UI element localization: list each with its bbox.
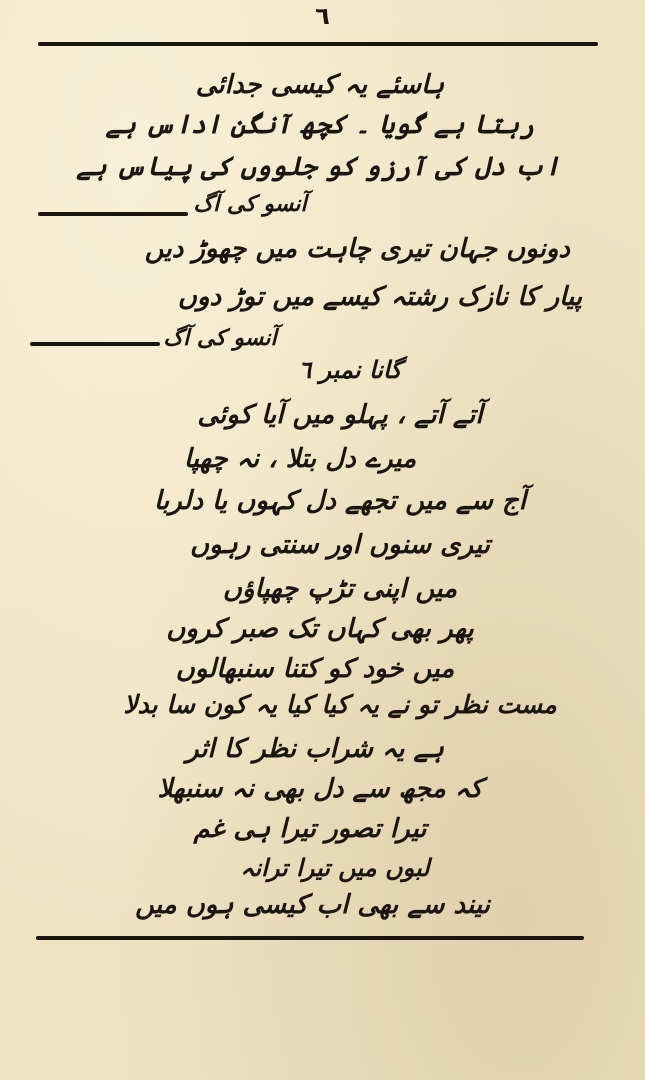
verse-line: لبوں میں تیرا ترانہ (240, 854, 430, 882)
verse-line: پیار کا نازک رشتہ کیسے میں توڑ دوں (177, 282, 583, 312)
verse-line: پھر بھی کہاں تک صبر کروں (166, 614, 474, 644)
verse-line: تیرا تصور تیرا ہی غم (193, 814, 427, 844)
top-divider (38, 42, 598, 46)
verse-line: میں اپنی تڑپ چھپاؤں (222, 574, 458, 604)
verse-line: ہے یہ شراب نظر کا اثر (185, 734, 445, 764)
verse-line: نیند سے بھی اب کیسی ہوں میں (135, 890, 490, 920)
page-number: ٦ (315, 2, 330, 30)
song-heading: گانا نمبر ٦ (298, 356, 402, 384)
verse-line: میں خود کو کتنا سنبھالوں (175, 654, 455, 684)
verse-line: آتے آتے ، پہلو میں آیا کوئی (197, 400, 483, 430)
verse-line: کہ مجھ سے دل بھی نہ سنبھلا (157, 774, 483, 804)
verse-line: رہتا ہے گویا ۔ کچھ آنگن اداس ہے (105, 110, 535, 140)
section-divider (38, 212, 188, 216)
verse-line: دونوں جہان تیری چاہت میں چھوڑ دیں (144, 234, 570, 264)
verse-line: ہاسئے یہ کیسی جدائی (195, 70, 445, 100)
section-divider (30, 342, 160, 346)
verse-line: میرے دل بتلا ، نہ چھپا (183, 444, 417, 474)
verse-line: اب دل کی آرزو کو جلووں کی پیاس ہے (76, 152, 560, 182)
verse-line: تیری سنوں اور سنتی رہوں (190, 530, 490, 560)
verse-line: مست نظر تو نے یہ کیا کیا یہ کون سا بدلا (123, 690, 557, 719)
refrain-label: آنسو کی آگ (163, 326, 277, 351)
refrain-label: آنسو کی آگ (193, 192, 307, 217)
bottom-divider (36, 936, 584, 940)
verse-line: آج سے میں تجھے دل کہوں یا دلربا (154, 486, 526, 516)
